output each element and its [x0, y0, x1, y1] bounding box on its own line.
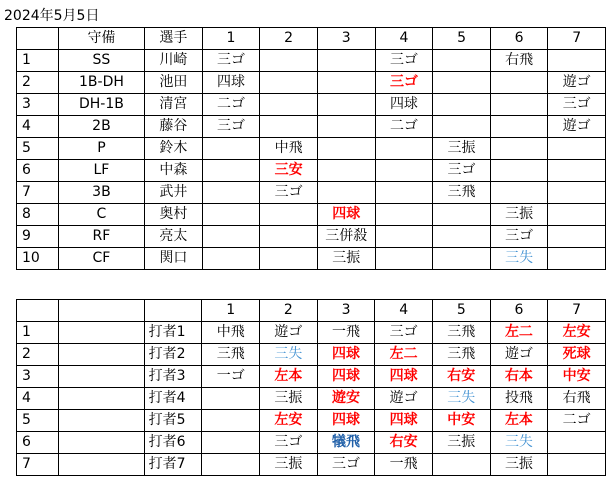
- inning-result-cell: [375, 248, 433, 270]
- inning-result-cell: 四球: [317, 344, 375, 366]
- inning-result-cell: [433, 248, 491, 270]
- inning-result-cell: [260, 116, 318, 138]
- inning-result-cell: [433, 116, 491, 138]
- header-cell: [58, 300, 144, 322]
- inning-result-cell: 右安: [375, 432, 433, 454]
- table-row: [17, 50, 606, 72]
- position-cell: [58, 322, 144, 344]
- table-row: [17, 366, 606, 388]
- header-cell: 3: [317, 28, 375, 50]
- position-cell: LF: [58, 160, 144, 182]
- batting-order-cell: 3: [17, 366, 59, 388]
- header-cell: 6: [490, 28, 548, 50]
- inning-result-cell: 三ゴ: [433, 160, 491, 182]
- inning-result-cell: 三ゴ: [202, 116, 260, 138]
- inning-result-cell: [433, 72, 491, 94]
- inning-result-cell: 四球: [375, 366, 433, 388]
- batter-results-table: [16, 299, 606, 476]
- inning-result-cell: [548, 182, 606, 204]
- inning-result-cell: [317, 94, 375, 116]
- inning-result-cell: 三ゴ: [260, 432, 318, 454]
- inning-result-cell: 二ゴ: [202, 94, 260, 116]
- inning-result-cell: 右飛: [548, 388, 606, 410]
- inning-result-cell: 右飛: [490, 50, 548, 72]
- batting-order-cell: 5: [17, 410, 59, 432]
- inning-result-cell: 四球: [202, 72, 260, 94]
- inning-result-cell: [202, 454, 260, 476]
- inning-result-cell: [317, 50, 375, 72]
- inning-result-cell: 三併殺: [317, 226, 375, 248]
- inning-result-cell: [202, 204, 260, 226]
- batting-order-cell: 7: [17, 454, 59, 476]
- header-cell: 7: [548, 300, 606, 322]
- table-row: [17, 94, 606, 116]
- table-row: [17, 160, 606, 182]
- inning-result-cell: 左安: [548, 322, 606, 344]
- inning-result-cell: 四球: [317, 204, 375, 226]
- inning-result-cell: 三飛: [432, 344, 490, 366]
- inning-result-cell: [317, 160, 375, 182]
- header-cell: 4: [375, 300, 433, 322]
- inning-result-cell: 一飛: [317, 322, 375, 344]
- table-row: [17, 388, 606, 410]
- batting-order-cell: 2: [17, 72, 59, 94]
- inning-result-cell: [548, 160, 606, 182]
- position-cell: [58, 410, 144, 432]
- inning-result-cell: [202, 226, 260, 248]
- inning-result-cell: 遊ゴ: [548, 72, 606, 94]
- table-row: [17, 248, 606, 270]
- header-cell: 2: [260, 300, 318, 322]
- game-date: 2024年5月5日: [4, 8, 100, 24]
- inning-result-cell: 三振: [260, 388, 318, 410]
- player-name-cell: 打者3: [144, 366, 202, 388]
- batting-order-cell: 5: [17, 138, 59, 160]
- inning-result-cell: [548, 454, 606, 476]
- inning-result-cell: 左二: [375, 344, 433, 366]
- inning-result-cell: 三振: [490, 204, 548, 226]
- inning-result-cell: [317, 72, 375, 94]
- position-cell: C: [58, 204, 144, 226]
- table-row: [17, 226, 606, 248]
- inning-result-cell: 遊安: [317, 388, 375, 410]
- position-cell: [58, 432, 144, 454]
- position-cell: RF: [58, 226, 144, 248]
- inning-result-cell: [548, 50, 606, 72]
- inning-result-cell: [548, 248, 606, 270]
- position-cell: [58, 454, 144, 476]
- position-cell: DH-1B: [58, 94, 144, 116]
- inning-result-cell: 三失: [490, 248, 548, 270]
- position-cell: [58, 344, 144, 366]
- position-cell: P: [58, 138, 144, 160]
- inning-result-cell: 中飛: [260, 138, 318, 160]
- header-cell: [17, 300, 59, 322]
- table-row: [17, 72, 606, 94]
- inning-result-cell: 遊ゴ: [375, 388, 433, 410]
- batting-order-cell: 9: [17, 226, 59, 248]
- table-row: [17, 322, 606, 344]
- batting-order-cell: 1: [17, 322, 59, 344]
- inning-result-cell: [202, 432, 260, 454]
- header-cell: 5: [433, 28, 491, 50]
- inning-result-cell: 三ゴ: [260, 182, 318, 204]
- table-row: [17, 454, 606, 476]
- inning-result-cell: 三振: [317, 248, 375, 270]
- inning-result-cell: 左本: [260, 366, 318, 388]
- player-name-cell: 奥村: [145, 204, 203, 226]
- batting-order-cell: 8: [17, 204, 59, 226]
- batting-order-cell: 4: [17, 388, 59, 410]
- table-row: [17, 138, 606, 160]
- inning-result-cell: 遊ゴ: [260, 322, 318, 344]
- header-cell: 4: [375, 28, 433, 50]
- inning-result-cell: 三ゴ: [375, 322, 433, 344]
- inning-result-cell: 死球: [548, 344, 606, 366]
- inning-result-cell: 中飛: [202, 322, 260, 344]
- inning-result-cell: 四球: [375, 410, 433, 432]
- inning-result-cell: [202, 388, 260, 410]
- inning-result-cell: 三振: [260, 454, 318, 476]
- inning-result-cell: [433, 50, 491, 72]
- inning-result-cell: [202, 410, 260, 432]
- inning-result-cell: [260, 204, 318, 226]
- inning-result-cell: [548, 138, 606, 160]
- player-name-cell: 池田: [145, 72, 203, 94]
- inning-result-cell: [317, 138, 375, 160]
- inning-result-cell: [490, 138, 548, 160]
- player-name-cell: 川崎: [145, 50, 203, 72]
- inning-result-cell: 三振: [432, 432, 490, 454]
- inning-result-cell: 犠飛: [317, 432, 375, 454]
- inning-result-cell: 四球: [317, 410, 375, 432]
- inning-result-cell: [433, 204, 491, 226]
- inning-result-cell: 三飛: [432, 322, 490, 344]
- inning-result-cell: 中安: [432, 410, 490, 432]
- inning-result-cell: [375, 182, 433, 204]
- header-cell: 7: [548, 28, 606, 50]
- inning-result-cell: [548, 204, 606, 226]
- inning-result-cell: 三ゴ: [490, 226, 548, 248]
- position-cell: [58, 366, 144, 388]
- inning-result-cell: [490, 94, 548, 116]
- inning-result-cell: [317, 116, 375, 138]
- inning-result-cell: [317, 182, 375, 204]
- inning-result-cell: 三失: [490, 432, 548, 454]
- position-cell: [58, 388, 144, 410]
- player-name-cell: 打者1: [144, 322, 202, 344]
- inning-result-cell: 右本: [490, 366, 548, 388]
- inning-result-cell: [548, 432, 606, 454]
- player-name-cell: 武井: [145, 182, 203, 204]
- header-cell: 3: [317, 300, 375, 322]
- inning-result-cell: 遊ゴ: [548, 116, 606, 138]
- inning-result-cell: 三失: [432, 388, 490, 410]
- inning-result-cell: [490, 182, 548, 204]
- player-name-cell: 打者4: [144, 388, 202, 410]
- lineup-header-row: [17, 28, 606, 50]
- header-cell: 選手: [145, 28, 203, 50]
- batting-order-cell: 2: [17, 344, 59, 366]
- batting-order-cell: 7: [17, 182, 59, 204]
- inning-result-cell: 三ゴ: [548, 94, 606, 116]
- player-name-cell: 鈴木: [145, 138, 203, 160]
- inning-result-cell: [202, 138, 260, 160]
- inning-result-cell: 三振: [490, 454, 548, 476]
- header-cell: 守備: [58, 28, 144, 50]
- batting-order-cell: 3: [17, 94, 59, 116]
- inning-result-cell: 左本: [490, 410, 548, 432]
- player-name-cell: 藤谷: [145, 116, 203, 138]
- player-name-cell: 打者6: [144, 432, 202, 454]
- inning-result-cell: [202, 248, 260, 270]
- inning-result-cell: [260, 72, 318, 94]
- inning-result-cell: [433, 226, 491, 248]
- inning-result-cell: 三飛: [202, 344, 260, 366]
- inning-result-cell: 三安: [260, 160, 318, 182]
- header-cell: 5: [432, 300, 490, 322]
- header-cell: [144, 300, 202, 322]
- inning-result-cell: 投飛: [490, 388, 548, 410]
- inning-result-cell: 二ゴ: [375, 116, 433, 138]
- inning-result-cell: 中安: [548, 366, 606, 388]
- batting-order-cell: 10: [17, 248, 59, 270]
- inning-result-cell: [490, 160, 548, 182]
- table-row: [17, 344, 606, 366]
- inning-result-cell: 一飛: [375, 454, 433, 476]
- inning-result-cell: [490, 72, 548, 94]
- inning-result-cell: [260, 226, 318, 248]
- inning-result-cell: [260, 50, 318, 72]
- position-cell: 3B: [58, 182, 144, 204]
- inning-result-cell: [375, 226, 433, 248]
- table-row: [17, 204, 606, 226]
- position-cell: CF: [58, 248, 144, 270]
- inning-result-cell: 四球: [375, 94, 433, 116]
- batters-header-row: [17, 300, 606, 322]
- inning-result-cell: [260, 248, 318, 270]
- table-row: [17, 182, 606, 204]
- inning-result-cell: 三失: [260, 344, 318, 366]
- player-name-cell: 打者5: [144, 410, 202, 432]
- inning-result-cell: 右安: [432, 366, 490, 388]
- table-row: [17, 410, 606, 432]
- player-name-cell: 関口: [145, 248, 203, 270]
- position-cell: SS: [58, 50, 144, 72]
- inning-result-cell: [433, 94, 491, 116]
- lineup-table: [16, 27, 606, 270]
- inning-result-cell: 二ゴ: [548, 410, 606, 432]
- inning-result-cell: [375, 204, 433, 226]
- inning-result-cell: 左二: [490, 322, 548, 344]
- inning-result-cell: 三ゴ: [317, 454, 375, 476]
- position-cell: 1B-DH: [58, 72, 144, 94]
- inning-result-cell: [202, 182, 260, 204]
- inning-result-cell: 三飛: [433, 182, 491, 204]
- header-cell: 2: [260, 28, 318, 50]
- header-cell: 6: [490, 300, 548, 322]
- inning-result-cell: [375, 160, 433, 182]
- player-name-cell: 清宮: [145, 94, 203, 116]
- inning-result-cell: 三振: [433, 138, 491, 160]
- batting-order-cell: 4: [17, 116, 59, 138]
- player-name-cell: 中森: [145, 160, 203, 182]
- table-row: [17, 432, 606, 454]
- player-name-cell: 打者2: [144, 344, 202, 366]
- header-cell: 1: [202, 300, 260, 322]
- table-row: [17, 116, 606, 138]
- batting-order-cell: 6: [17, 160, 59, 182]
- inning-result-cell: [202, 160, 260, 182]
- inning-result-cell: 三ゴ: [375, 72, 433, 94]
- inning-result-cell: 三ゴ: [375, 50, 433, 72]
- inning-result-cell: 三ゴ: [202, 50, 260, 72]
- batting-order-cell: 1: [17, 50, 59, 72]
- header-cell: [17, 28, 59, 50]
- inning-result-cell: [375, 138, 433, 160]
- inning-result-cell: 四球: [317, 366, 375, 388]
- inning-result-cell: 一ゴ: [202, 366, 260, 388]
- player-name-cell: 亮太: [145, 226, 203, 248]
- player-name-cell: 打者7: [144, 454, 202, 476]
- inning-result-cell: [548, 226, 606, 248]
- inning-result-cell: 左安: [260, 410, 318, 432]
- inning-result-cell: [432, 454, 490, 476]
- inning-result-cell: [260, 94, 318, 116]
- position-cell: 2B: [58, 116, 144, 138]
- header-cell: 1: [202, 28, 260, 50]
- inning-result-cell: 遊ゴ: [490, 344, 548, 366]
- batting-order-cell: 6: [17, 432, 59, 454]
- inning-result-cell: [490, 116, 548, 138]
